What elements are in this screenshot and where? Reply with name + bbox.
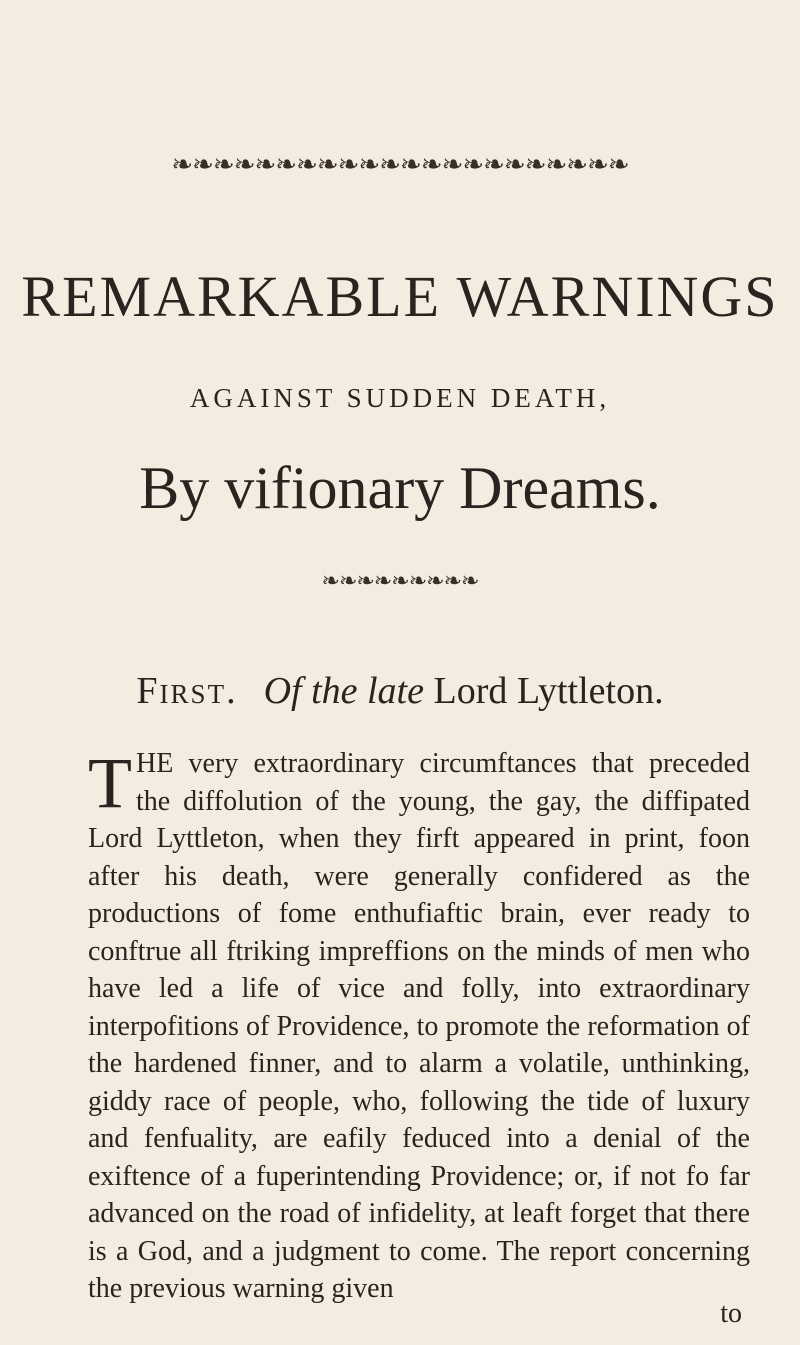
middle-ornament-border: ❧❧❧❧❧❧❧❧❧ bbox=[321, 568, 479, 593]
body-paragraph: HE very extraordinary circumftances that preceded the diffolution of the young, the gay, the diffipated Lord Lyttleton, when they firft appeared in print, foon after his death, were generally confidered as the productions of fome enthufiaftic brain, ever ready to conftrue all ftriking impreffions on the minds of men who have led a life of vice and folly, into extraordinary interpofitions of Providence, to promote the reformation of the hardened finner, and to alarm a volatile, unthinking, giddy race of people, who, following the tide of luxury and fenfuality, are eafily feduced into a denial of the exiftence of a fuperintending Providence; or, if not fo far advanced on the road of infidelity, at leaft forget that there is a God, and a judgment to come. The report concerning the previous warning given bbox=[88, 748, 750, 1304]
byline: By vifionary Dreams. bbox=[139, 455, 661, 521]
page-title: REMARKABLE WARNINGS bbox=[21, 264, 779, 329]
section-heading bbox=[0, 672, 800, 710]
section-subject: Lord Lyttleton. bbox=[433, 670, 664, 712]
top-ornament-border: ❧❧❧❧❧❧❧❧❧❧❧❧❧❧❧❧❧❧❧❧❧❧ bbox=[171, 150, 629, 179]
page-subtitle: AGAINST SUDDEN DEATH, bbox=[189, 383, 611, 413]
section-of-the-late: Of the late bbox=[263, 670, 424, 712]
drop-cap: T bbox=[88, 743, 132, 823]
catchword: to bbox=[720, 1298, 742, 1329]
section-number: First. bbox=[136, 670, 238, 712]
body-text bbox=[88, 745, 750, 1308]
